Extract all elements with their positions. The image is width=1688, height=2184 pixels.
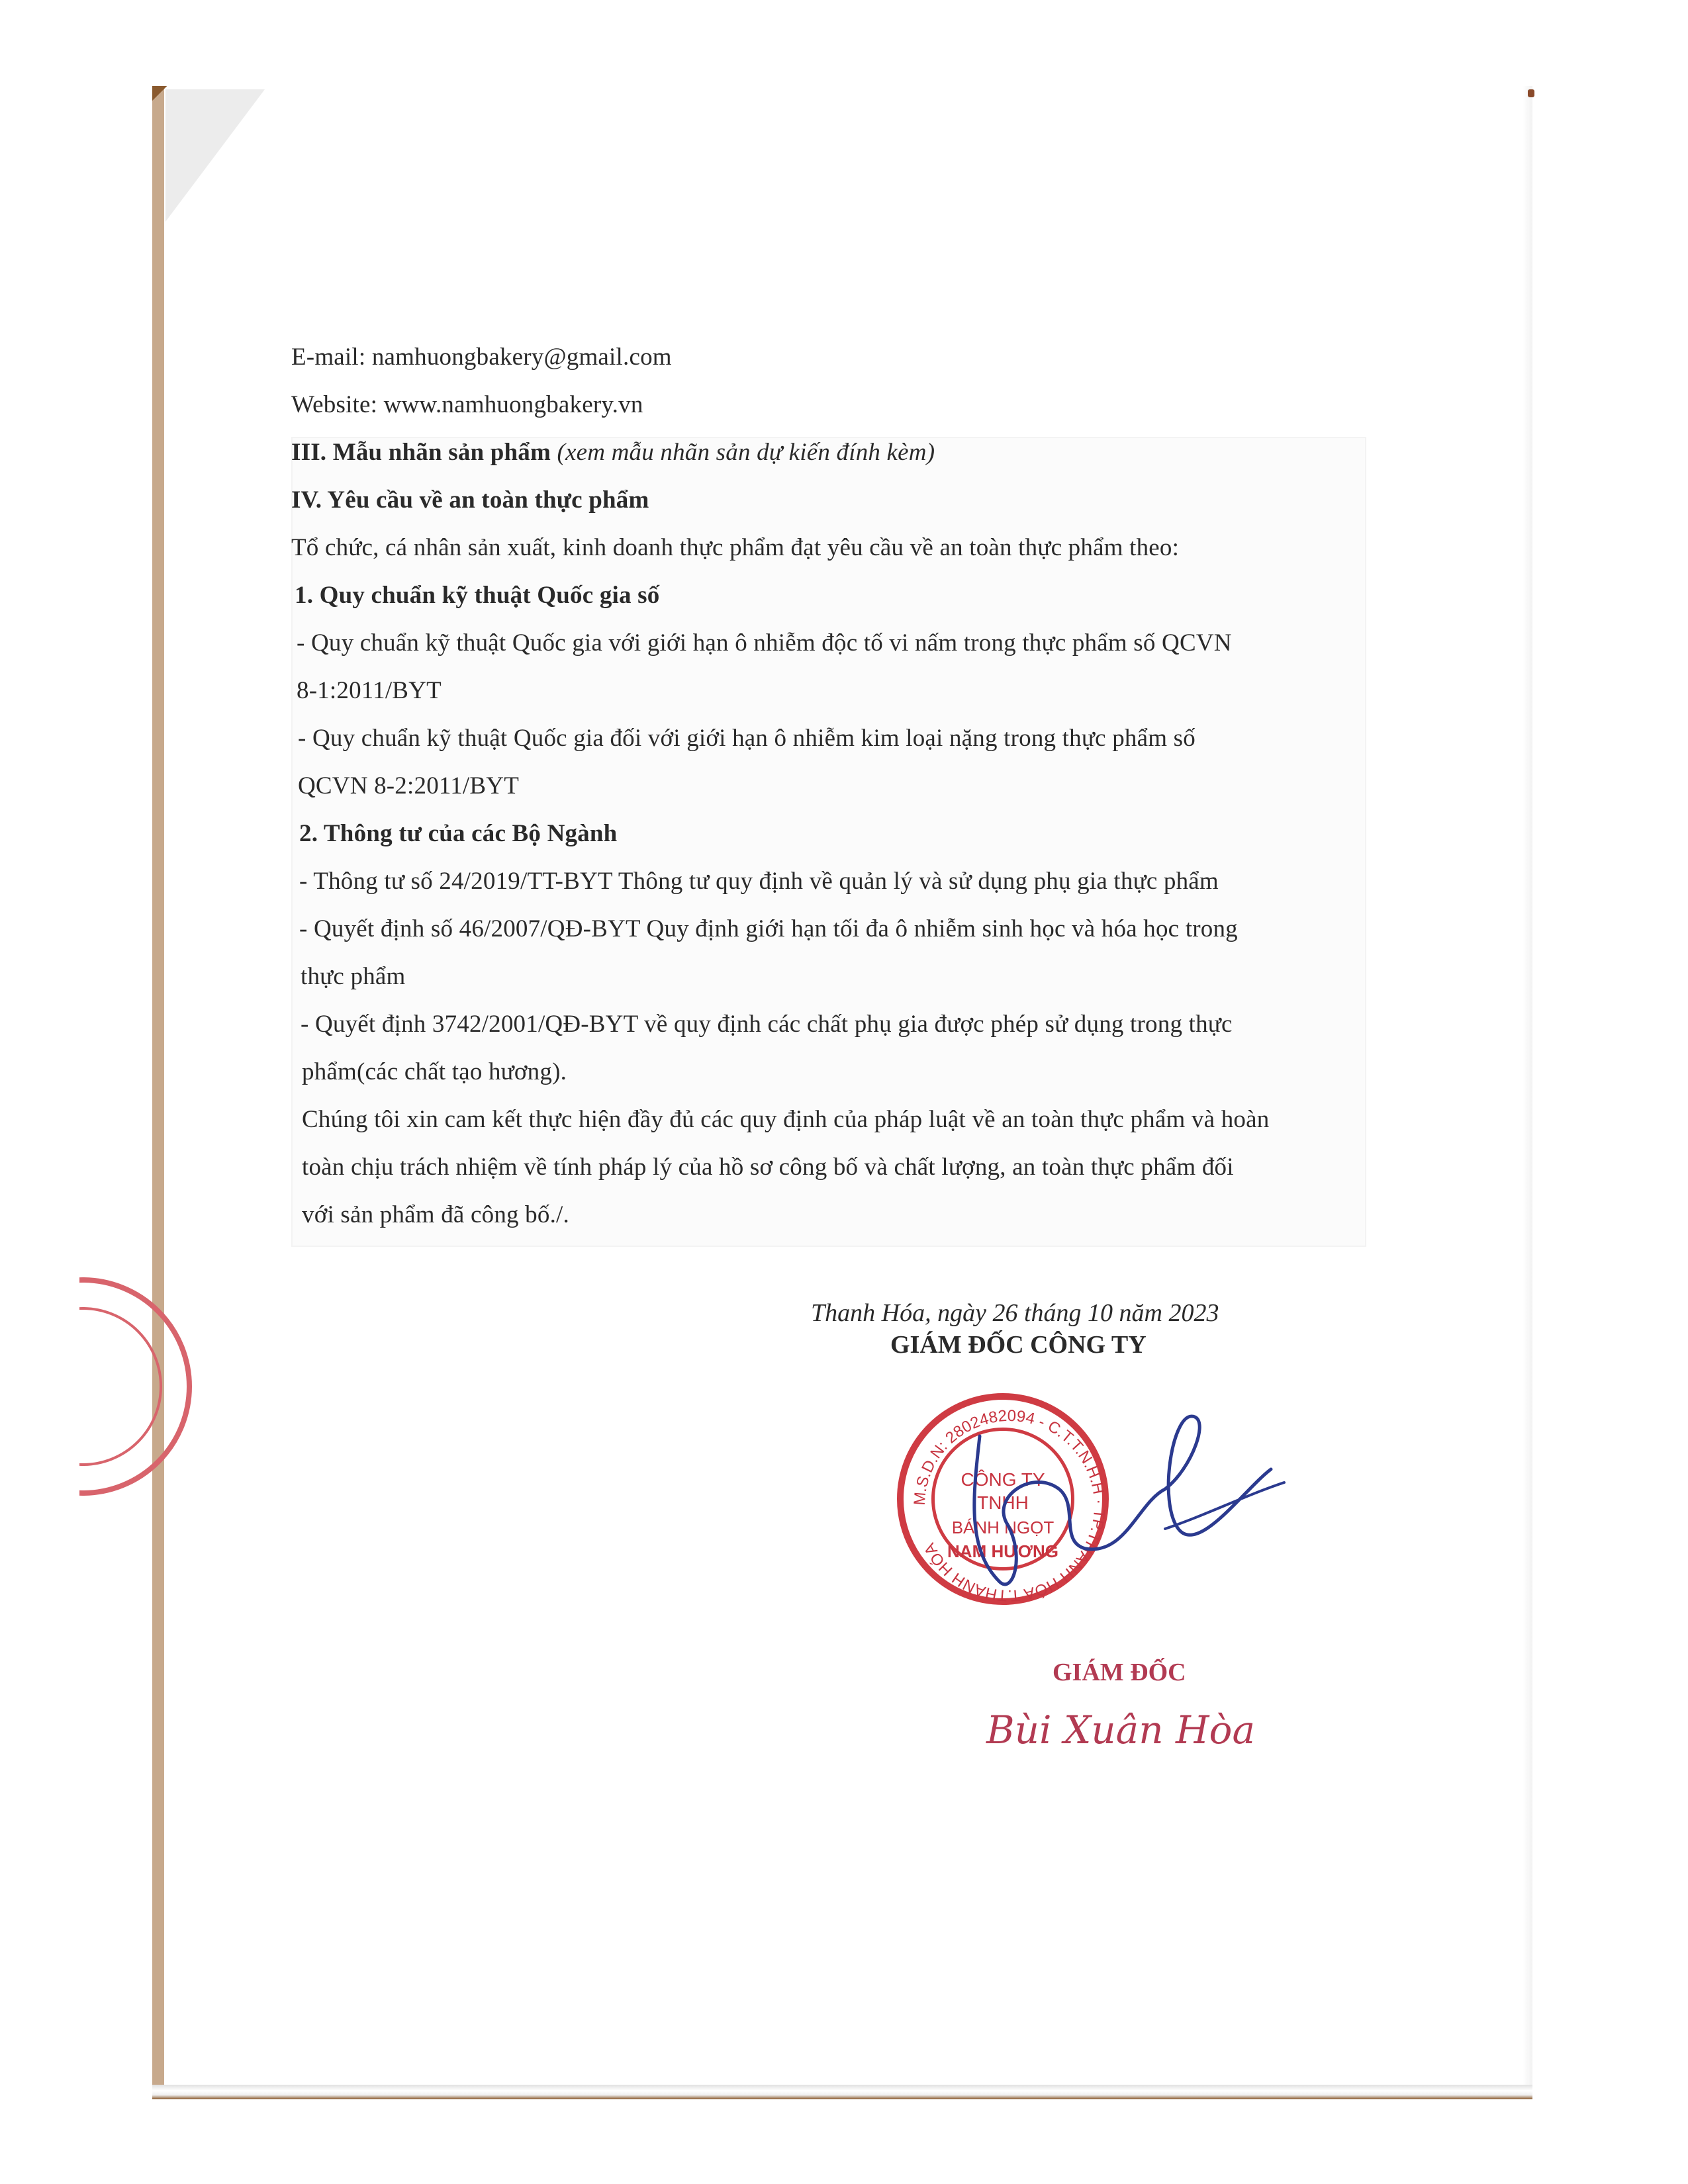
- sub1-item: - Quy chuẩn kỹ thuật Quốc gia đối với giới hạn ô nhiễm kim loại nặng trong thực phẩm số: [298, 725, 1196, 752]
- section4-heading: IV. Yêu cầu về an toàn thực phẩm: [291, 486, 649, 514]
- sub1-item: 8-1:2011/BYT: [297, 677, 442, 704]
- signature-title: GIÁM ĐỐC CÔNG TY: [890, 1331, 1147, 1359]
- website-line: Website: www.namhuongbakery.vn: [291, 391, 643, 418]
- scan-edge-left: [152, 86, 164, 2098]
- scan-edge-bottom: [152, 2085, 1532, 2099]
- section4-intro: Tổ chức, cá nhân sản xuất, kinh doanh thực phẩm đạt yêu cầu về an toàn thực phẩm theo:: [291, 534, 1180, 561]
- section3-line: [291, 438, 935, 467]
- company-seal: CÔNG TY TNHH BÁNH NGỌT NAM HƯƠNG M.S.D.N: 2802482094 - C.T.T.N.H.H · TP.THANH HÓA T.THANH HÓA: [897, 1393, 1109, 1605]
- stamp-title: GIÁM ĐỐC: [1053, 1659, 1186, 1686]
- sub2-item: - Quyết định 3742/2001/QĐ-BYT về quy định các chất phụ gia được phép sử dụng trong thực: [301, 1011, 1233, 1038]
- sub2-heading: 2. Thông tư của các Bộ Ngành: [299, 820, 618, 847]
- section3-note: (xem mẫu nhãn sản dự kiến đính kèm): [557, 439, 935, 466]
- commitment-line: toàn chịu trách nhiệm về tính pháp lý của hồ sơ công bố và chất lượng, an toàn thực phẩm đối: [302, 1154, 1234, 1181]
- sub1-item: - Quy chuẩn kỹ thuật Quốc gia với giới hạn ô nhiễm độc tố vi nấm trong thực phẩm số QCVN: [297, 629, 1232, 657]
- scan-speck: [1528, 89, 1534, 97]
- place-date: Thanh Hóa, ngày 26 tháng 10 năm 2023: [811, 1299, 1219, 1327]
- sub2-item: - Quyết định số 46/2007/QĐ-BYT Quy định giới hạn tối đa ô nhiễm sinh học và hóa học trong: [299, 915, 1238, 942]
- sub2-item: - Thông tư số 24/2019/TT-BYT Thông tư quy định về quản lý và sử dụng phụ gia thực phẩm: [299, 868, 1219, 895]
- sub2-item: thực phẩm: [301, 963, 406, 990]
- handwritten-signature: [927, 1390, 1297, 1602]
- page-fold: [165, 89, 265, 222]
- sub1-heading: 1. Quy chuẩn kỹ thuật Quốc gia số: [295, 582, 660, 609]
- signer-name: Bùi Xuân Hòa: [986, 1707, 1256, 1752]
- sub2-item: phẩm(các chất tạo hương).: [302, 1058, 567, 1085]
- sub1-item: QCVN 8-2:2011/BYT: [298, 772, 519, 799]
- scan-edge-right: [1523, 86, 1532, 2098]
- commitment-line: với sản phẩm đã công bố./.: [302, 1201, 569, 1228]
- commitment-line: Chúng tôi xin cam kết thực hiện đầy đủ các quy định của pháp luật về an toàn thực phẩm và hoàn: [302, 1106, 1270, 1133]
- svg-text:M.S.D.N: 2802482094 - C.T.T.N.: M.S.D.N: 2802482094 - C.T.T.N.H.H · TP.THANH HÓA T.THANH HÓA: [910, 1406, 1109, 1605]
- partial-stamp-left: [79, 1277, 232, 1496]
- email-line: E-mail: namhuongbakery@gmail.com: [291, 343, 672, 371]
- section3-heading: III. Mẫu nhãn sản phẩm: [291, 439, 551, 466]
